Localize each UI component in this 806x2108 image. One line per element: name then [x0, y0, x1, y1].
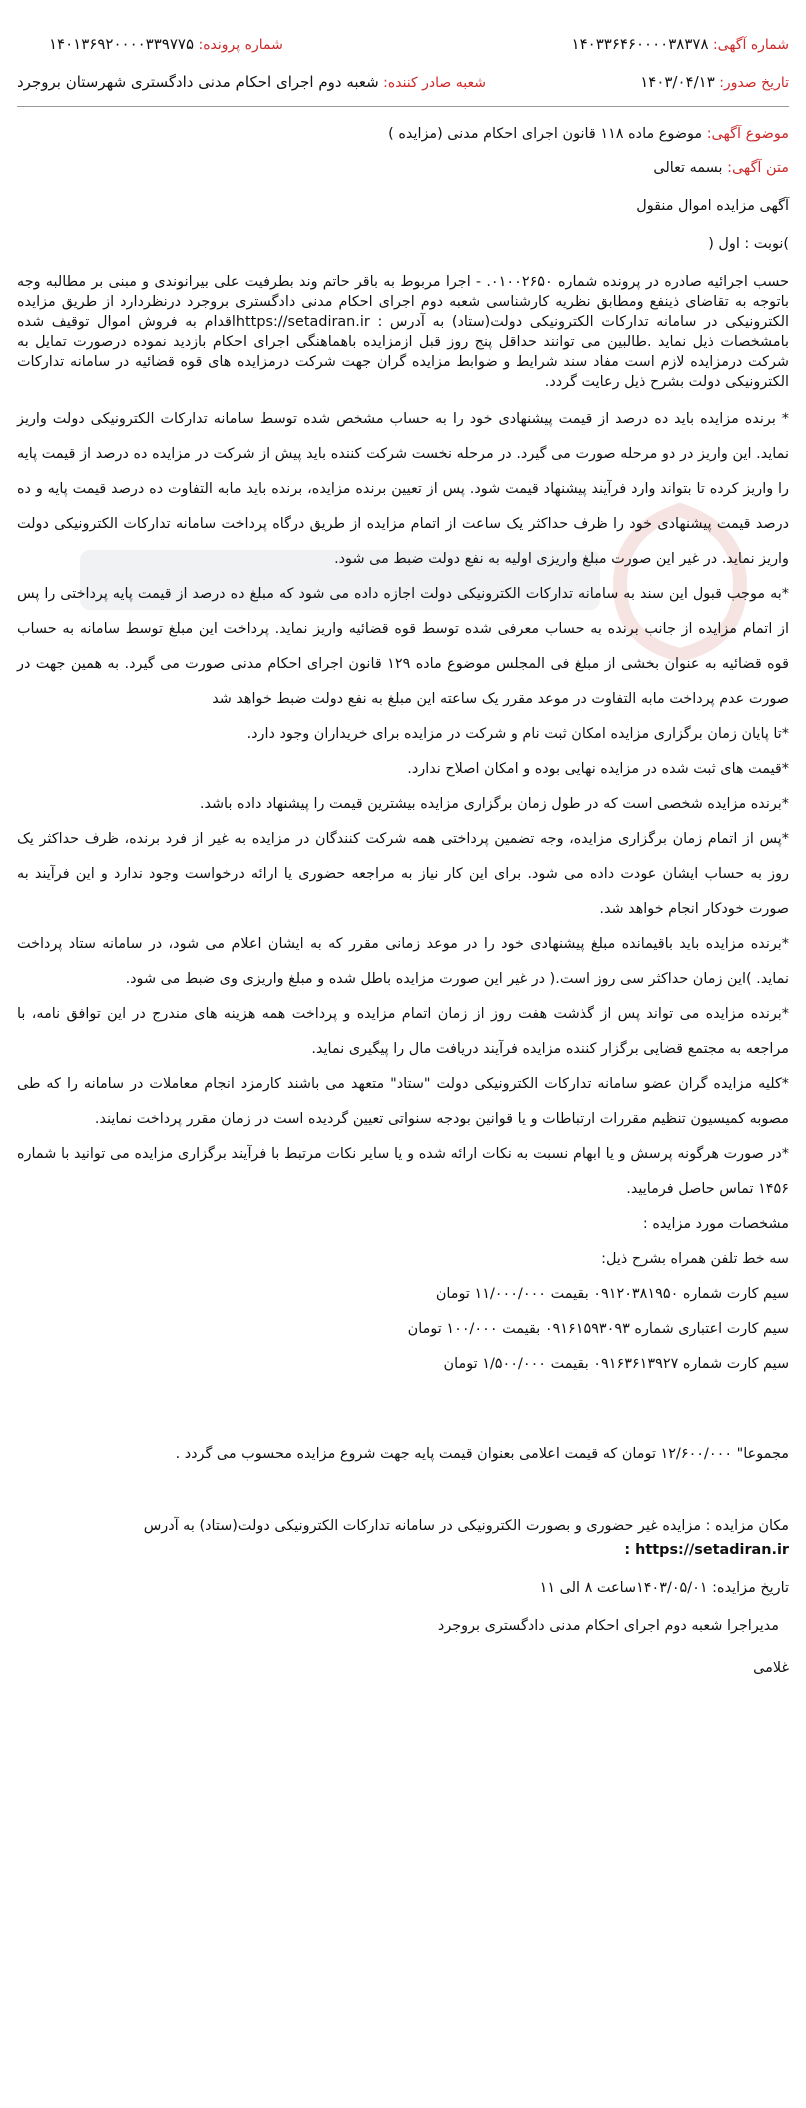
rule-item: *تا پایان زمان برگزاری مزایده امکان ثبت نام و شرکت در مزایده برای خریداران وجود دارد.: [246, 726, 789, 742]
rules-list: [17, 402, 789, 1207]
rule-item: *برنده مزایده باید باقیمانده مبلغ پیشنهادی خود را در موعد زمانی مقرر که به ایشان اعلام می شود، در سامانه ستاد پرداخت نماید. )این زمان حداکثر سی روز است.( در غیر این صورت مزایده باطل شده و مبلغ واریزی وی ضبط می شود.: [17, 936, 789, 987]
issue-date: تاریخ صدور: ۱۴۰۳/۰۴/۱۳: [640, 73, 789, 91]
notice-body: [17, 118, 789, 1678]
item-2: سیم کارت اعتباری شماره ۰۹۱۶۱۵۹۳۰۹۳ بقیمت ۱۰۰/۰۰۰ تومان: [407, 1321, 789, 1337]
case-number: شماره پرونده: ۱۴۰۱۳۶۹۲۰۰۰۰۳۳۹۷۷۵: [49, 35, 283, 53]
rule-item: *برنده مزایده شخصی است که در طول زمان برگزاری مزایده بیشترین قیمت را پیشنهاد داده باشد.: [199, 796, 789, 812]
item-1: سیم کارت شماره ۰۹۱۲۰۳۸۱۹۵۰ بقیمت ۱۱/۰۰۰/۰۰۰ تومان: [435, 1286, 789, 1302]
rule-item: *پس از اتمام زمان برگزاری مزایده، وجه تضمین پرداختی همه شرکت کنندگان در مزایده به غیر از فرد برنده، ظرف حداکثر یک روز به حساب ایشان عودت داده می شود. برای این کار نیاز به مراجعه حضوری یا ارائه درخواست وجود ندارد و این فرآیند به صورت خودکار انجام خواهد شد.: [17, 831, 789, 917]
ad-number: شماره آگهی: ۱۴۰۳۳۶۴۶۰۰۰۰۳۸۳۷۸: [571, 35, 789, 53]
auction-date: تاریخ مزایده: ۱۴۰۳/۰۵/۰۱ساعت ۸ الی ۱۱: [539, 1580, 789, 1596]
total-line: مجموعا" ۱۲/۶۰۰/۰۰۰ تومان که قیمت اعلامی بعنوان قیمت پایه جهت شروع مزایده محسوب می گردد .: [175, 1446, 789, 1462]
rule-item: *برنده مزایده می تواند پس از گذشت هفت روز از زمان اتمام مزایده و پرداخت همه هزینه های مندرج در این توافق نامه، با مراجعه به مجتمع قضایی برگزار کننده مزایده فرآیند دریافت مال را پیگیری نماید.: [17, 1006, 789, 1057]
rule-item: *در صورت هرگونه پرسش و یا ابهام نسبت به نکات ارائه شده و یا سایر نکات مرتبط با فرآیند برگزاری مزایده می توانید با شماره ۱۴۵۶ تماس حاصل فرمایید.: [17, 1146, 789, 1197]
specs-title: مشخصات مورد مزایده :: [642, 1216, 789, 1232]
rule-item: *به موجب قبول این سند به سامانه تدارکات الکترونیکی دولت اجازه داده می شود که مبلغ ده درصد از قیمت پایه پرداختی را پس از اتمام مزایده از جانب برنده به حساب معرفی شده توسط قوه قضائیه واریز نماید. پرداخت این مبلغ توسط سامانه به حساب قوه قضائیه به عنوان بخشی از مبلغ فی المجلس موضوع ماده ۱۲۹ قانون اجرای احکام مدنی صورت می گیرد. به همین جهت در صورت عدم پرداخت مابه التفاوت در موعد مقرر یک ساعته این مبلغ به نفع دولت ضبط خواهد شد: [17, 586, 789, 707]
text-line: متن آگهی: بسمه تعالی: [653, 160, 789, 176]
rule-item: * برنده مزایده باید ده درصد از قیمت پیشنهادی خود را به حساب مشخص شده توسط سامانه تدارکات الکترونیکی دولت واریز نماید. این واریز در دو مرحله صورت می گیرد. در مرحله نخست شرکت کننده باید پیش از شرکت در مزایده ده درصد از قیمت پایه را واریز کرده تا بتواند وارد فرآیند پیشنهاد قیمت شود. پس از تعیین برنده مزایده، برنده باید مابه التفاوت ده درصد قیمت پایه و ده درصد قیمت پیشنهادی خود را ظرف حداکثر یک ساعت از اتمام مزایده از طریق درگاه پرداخت سامانه تدارکات الکترونیکی دولت واریز نماید. در غیر این صورت مبلغ واریزی اولیه به نفع دولت ضبط می شود.: [17, 411, 789, 567]
issuer: شعبه صادر کننده: شعبه دوم اجرای احکام مدنی دادگستری شهرستان بروجرد: [17, 73, 486, 91]
round-line: )نوبت : اول (: [708, 236, 789, 252]
signature-name: غلامی: [753, 1660, 789, 1676]
notice-title: آگهی مزایده اموال منقول: [636, 198, 789, 214]
rule-item: *قیمت های ثبت شده در مزایده نهایی بوده و امکان اصلاح ندارد.: [407, 761, 789, 777]
intro-paragraph: حسب اجرائیه صادره در پرونده شماره ۰۱۰۰۲۶۵۰. - اجرا مربوط به باقر حاتم وند بطرفیت علی بیرانوندی و مبنی بر مطالبه وجه باتوجه به تقاضای ذینفع ومطابق نظریه کارشناسی شعبه دوم اجرای احکام مدنی دادگستری بروجرد درنظردارد از طریق مزایده الکترونیکی در سامانه تدارکات الکترونیکی دولت(ستاد) به آدرس : https://setadiran.irاقدام به فروش اموال توقیف شده بامشخصات ذیل نماید .طالبین می توانند حداقل پنج روز قبل ازمزایده باهماهنگی اجرای احکام بازدید نموده درصورت تمایل به شرکت درمزایده لازم است مفاد سند شرایط و ضوابط مزایده گران جهت شرکت درمزایده های قوه قضائیه در سامانه تدارکات الکترونیکی دولت بشرح ذیل رعایت گردد.: [17, 274, 790, 390]
subject-line: موضوع آگهی: موضوع ماده ۱۱۸ قانون اجرای احکام مدنی (مزایده ): [388, 126, 789, 142]
signature-title: مدیراجرا شعبه دوم اجرای احکام مدنی دادگستری بروجرد: [437, 1618, 779, 1634]
rule-item: *کلیه مزایده گران عضو سامانه تدارکات الکترونیکی دولت "ستاد" متعهد می باشند کارمزد انجام معاملات در سامانه را که طی مصوبه کمیسیون تنظیم مقررات ارتباطات و یا قوانین بودجه سنواتی تعیین گردیده است در زمان مقرر پرداخت نمایند.: [17, 1076, 789, 1127]
location-line: مکان مزایده : مزایده غیر حضوری و بصورت الکترونیکی در سامانه تدارکات الکترونیکی دولت(ستاد) به آدرس: [143, 1518, 789, 1534]
specs-intro: سه خط تلفن همراه بشرح ذیل:: [601, 1251, 789, 1267]
item-3: سیم کارت شماره ۰۹۱۶۳۶۱۳۹۲۷ بقیمت ۱/۵۰۰/۰۰۰ تومان: [443, 1356, 789, 1372]
notice-header: [17, 22, 789, 107]
location-url: https://setadiran.ir :: [624, 1542, 789, 1558]
